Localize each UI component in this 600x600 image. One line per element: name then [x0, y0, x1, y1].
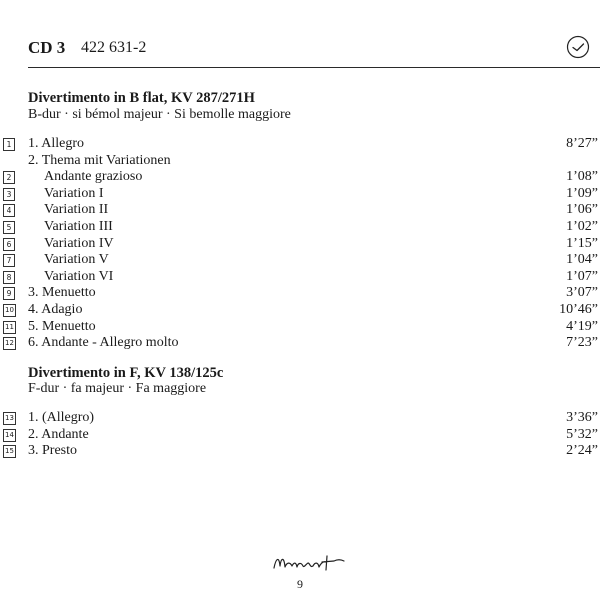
track-number-box: 12 — [3, 337, 16, 350]
track-number-box: 11 — [3, 321, 16, 334]
track-title: 6. Andante - Allegro molto — [28, 335, 179, 351]
track-number-box: 15 — [3, 445, 16, 458]
track-title: Variation II — [44, 202, 109, 218]
track-duration: 2’24” — [566, 443, 598, 459]
track-row — [0, 252, 600, 269]
track-row — [0, 219, 600, 236]
clock-icon — [565, 34, 591, 60]
track-duration: 1’15” — [566, 235, 598, 251]
work-title: Divertimento in F, KV 138/125c — [28, 365, 224, 381]
track-number-box: 14 — [3, 429, 16, 442]
track-duration: 8’27” — [566, 136, 598, 151]
mozart-signature — [270, 550, 348, 576]
track-number-box: 6 — [3, 238, 15, 251]
track-row — [0, 236, 600, 253]
track-title: 2. Andante — [28, 426, 89, 442]
track-duration: 1’09” — [566, 185, 598, 201]
track-title: 5. Menuetto — [28, 318, 96, 334]
track-duration: 4’19” — [566, 318, 598, 334]
work-key: F-dur · fa majeur · Fa maggiore — [28, 381, 207, 396]
track-title: 3. Menuetto — [28, 285, 96, 301]
track-number-box: 8 — [3, 271, 15, 284]
track-duration: 3’07” — [566, 285, 598, 301]
header-rule — [28, 67, 600, 68]
track-duration: 5’32” — [566, 426, 598, 442]
track-title: 1. (Allegro) — [28, 410, 95, 425]
track-duration: 1’02” — [566, 219, 598, 234]
cd-catalog-number: 422 631-2 — [81, 39, 147, 56]
track-row — [0, 153, 600, 170]
track-number-box: 2 — [3, 171, 15, 184]
page-number: 9 — [297, 577, 303, 591]
track-duration: 3’36” — [566, 410, 598, 425]
track-title: 1. Allegro — [28, 136, 84, 151]
track-row — [0, 136, 600, 153]
track-title: 2. Thema mit Variationen — [28, 152, 171, 168]
track-number-box: 7 — [3, 254, 15, 267]
track-title: Variation VI — [44, 268, 114, 284]
track-row — [0, 443, 600, 460]
cd-label: CD 3 — [28, 38, 66, 57]
track-number-box: 10 — [3, 304, 16, 317]
track-title: Variation V — [44, 252, 109, 268]
track-row — [0, 202, 600, 219]
track-title: 3. Presto — [28, 443, 77, 459]
track-row — [0, 335, 600, 352]
track-duration: 10’46” — [559, 302, 598, 317]
cd-header — [28, 38, 593, 68]
track-number-box: 5 — [3, 221, 15, 234]
track-duration: 1’04” — [566, 252, 598, 268]
track-title: 4. Adagio — [28, 302, 83, 317]
track-title: Variation I — [44, 185, 104, 201]
track-title: Andante grazioso — [44, 169, 143, 185]
track-row — [0, 269, 600, 286]
track-number-box: 9 — [3, 287, 15, 300]
track-row — [0, 169, 600, 186]
track-number-box: 1 — [3, 138, 15, 151]
track-duration: 1’06” — [566, 202, 598, 218]
work-key: B-dur · si bémol majeur · Si bemolle maggiore — [28, 107, 291, 122]
track-number-box: 3 — [3, 188, 15, 201]
track-row — [0, 285, 600, 302]
track-row — [0, 319, 600, 336]
track-title: Variation IV — [44, 235, 114, 251]
track-number-box: 4 — [3, 204, 15, 217]
track-duration: 1’08” — [566, 169, 598, 185]
track-row — [0, 410, 600, 427]
track-duration: 7’23” — [566, 335, 598, 351]
track-number-box: 13 — [3, 412, 16, 425]
track-row — [0, 186, 600, 203]
track-title: Variation III — [44, 219, 113, 234]
track-duration: 1’07” — [566, 268, 598, 284]
track-row — [0, 302, 600, 319]
track-row — [0, 427, 600, 444]
work-title: Divertimento in B flat, KV 287/271H — [28, 90, 255, 106]
